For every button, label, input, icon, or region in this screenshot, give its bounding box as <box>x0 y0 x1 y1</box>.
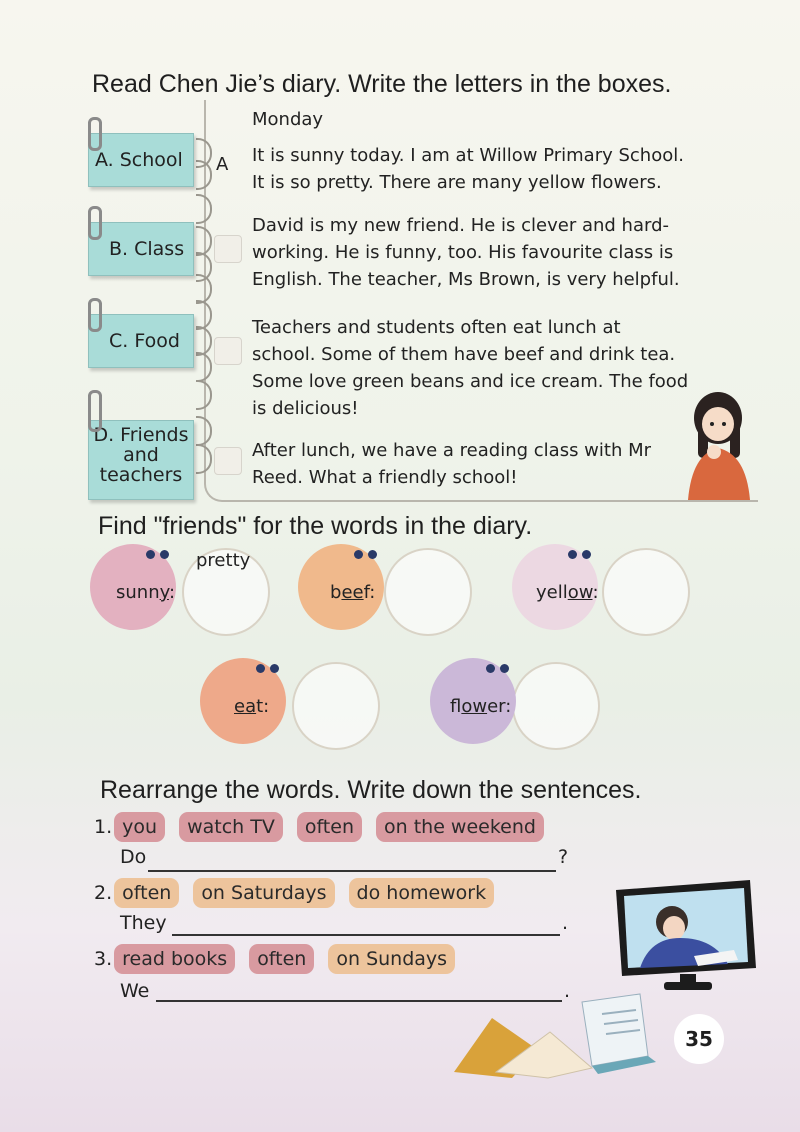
diary-word: sunny: <box>116 582 176 603</box>
tab-friends-teachers <box>88 420 194 500</box>
tab-class <box>88 222 194 276</box>
eye-icon <box>270 664 279 673</box>
exercise-2-words <box>94 878 494 908</box>
tab-school <box>88 133 194 187</box>
answer-box-2[interactable] <box>214 235 242 263</box>
eye-icon <box>500 664 509 673</box>
girl-illustration <box>684 388 754 500</box>
answer-bubble[interactable] <box>512 662 600 750</box>
diary-word: yellow: <box>536 582 599 603</box>
eye-icon <box>146 550 155 559</box>
diary-word: beef: <box>330 582 376 603</box>
word-card[interactable]: read books <box>114 944 235 974</box>
page-number: 35 <box>674 1014 724 1064</box>
exercise-1-words <box>94 812 544 842</box>
tab-food <box>88 314 194 368</box>
text-line: is delicious! <box>252 398 359 419</box>
answer-bubble[interactable] <box>384 548 472 636</box>
exercise-number: 1. <box>94 816 113 838</box>
sentence-start: We <box>120 980 150 1002</box>
paperclip-icon <box>88 206 102 240</box>
word-card[interactable]: often <box>249 944 314 974</box>
eye-icon <box>368 550 377 559</box>
sentence-end: ? <box>558 846 569 868</box>
word-card[interactable]: watch TV <box>179 812 283 842</box>
diary-instruction: Read Chen Jie’s diary. Write the letters in the boxes. <box>92 70 672 98</box>
answer-bubble[interactable] <box>292 662 380 750</box>
text-line: working. He is funny, too. His favourite class is <box>252 242 674 263</box>
word-card[interactable]: on Sundays <box>328 944 455 974</box>
tab-label: and <box>123 444 159 466</box>
exercise-number: 2. <box>94 882 113 904</box>
answer-box-1[interactable]: A <box>216 154 229 175</box>
friend-answer: pretty <box>196 550 251 571</box>
text-line: It is so pretty. There are many yellow flowers. <box>252 172 662 193</box>
text-line: English. The teacher, Ms Brown, is very helpful. <box>252 269 680 290</box>
rearrange-instruction: Rearrange the words. Write down the sentences. <box>100 776 642 804</box>
paperclip-icon <box>88 298 102 332</box>
paragraph-4 <box>252 437 651 491</box>
eye-icon <box>256 664 265 673</box>
diary-day: Monday <box>252 109 324 130</box>
eye-icon <box>354 550 363 559</box>
tab-label: D. Friends <box>93 424 189 446</box>
diary-word: eat: <box>234 696 270 717</box>
text-line: Some love green beans and ice cream. The food <box>252 371 689 392</box>
paragraph-3 <box>252 314 688 422</box>
word-card[interactable]: you <box>114 812 165 842</box>
exercise-number: 3. <box>94 948 113 970</box>
answer-bubble[interactable] <box>602 548 690 636</box>
text-line: David is my new friend. He is clever and hard- <box>252 215 669 236</box>
word-card[interactable]: often <box>114 878 179 908</box>
answer-line[interactable] <box>172 934 560 936</box>
exercise-3-words <box>94 944 455 974</box>
word-card[interactable]: often <box>297 812 362 842</box>
tab-label: B. Class <box>109 238 185 260</box>
answer-line[interactable] <box>148 870 556 872</box>
tab-label: C. Food <box>109 330 180 352</box>
diary-word: flower: <box>450 696 512 717</box>
sentence-end: . <box>562 912 569 934</box>
friends-instruction: Find "friends" for the words in the diary. <box>98 512 533 540</box>
tab-label: teachers <box>99 464 183 486</box>
word-card[interactable]: on Saturdays <box>193 878 334 908</box>
open-books-illustration <box>452 988 682 1080</box>
paperclip-icon <box>88 390 102 432</box>
text-line: school. Some of them have beef and drink tea. <box>252 344 676 365</box>
sentence-start: They <box>120 912 167 934</box>
word-card[interactable]: on the weekend <box>376 812 544 842</box>
text-line: It is sunny today. I am at Willow Primary School. <box>252 145 684 166</box>
eye-icon <box>568 550 577 559</box>
paragraph-1 <box>252 142 684 196</box>
paperclip-icon <box>88 117 102 151</box>
computer-monitor-illustration <box>610 876 758 996</box>
eye-icon <box>486 664 495 673</box>
eye-icon <box>160 550 169 559</box>
answer-box-3[interactable] <box>214 337 242 365</box>
tab-label: A. School <box>95 149 183 171</box>
eye-icon <box>582 550 591 559</box>
text-line: After lunch, we have a reading class with Mr <box>252 440 652 461</box>
text-line: Teachers and students often eat lunch at <box>252 317 621 338</box>
sentence-start: Do <box>120 846 147 868</box>
paragraph-2 <box>252 212 680 293</box>
sentence-end: . <box>564 980 571 1002</box>
answer-box-4[interactable] <box>214 447 242 475</box>
text-line: Reed. What a friendly school! <box>252 467 518 488</box>
word-card[interactable]: do homework <box>349 878 495 908</box>
